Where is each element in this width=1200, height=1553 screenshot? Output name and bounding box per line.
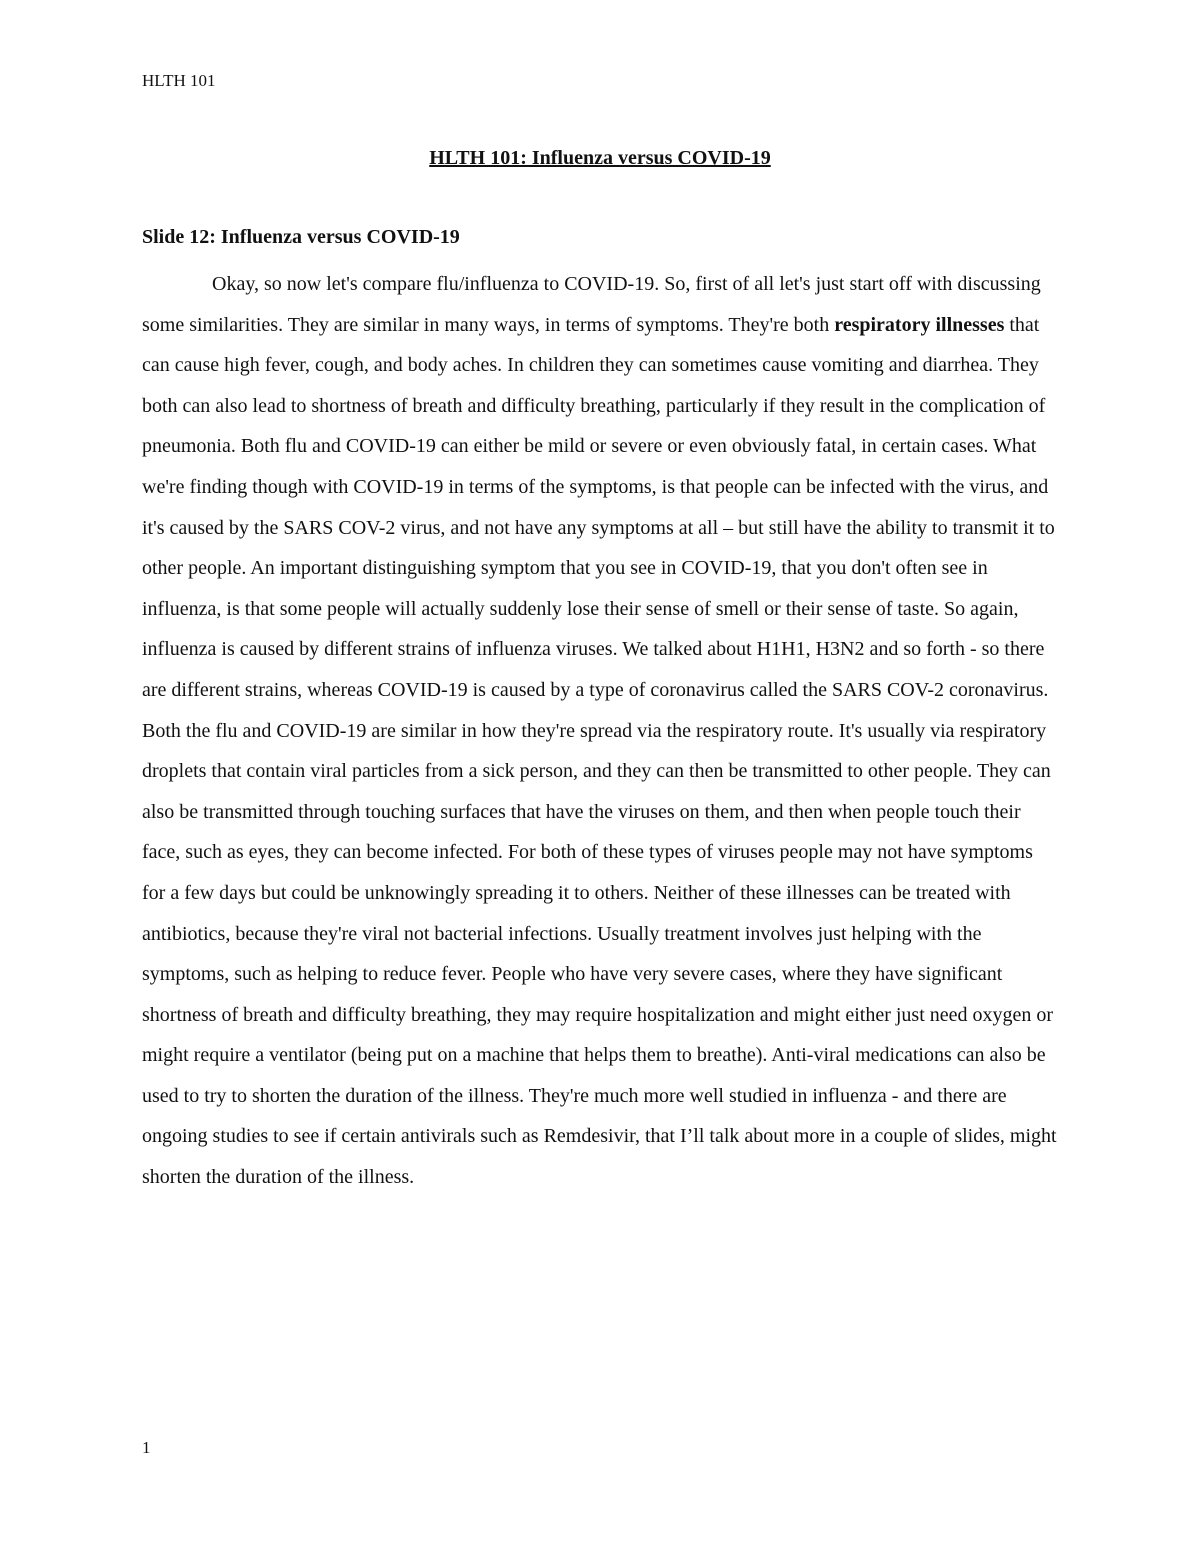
document-title: HLTH 101: Influenza versus COVID-19 bbox=[429, 147, 771, 169]
page-number: 1 bbox=[142, 1438, 151, 1457]
paragraph-text-start: Okay, so now let's compare flu/influenza to COVID-19. So, first of all let's just start off with discussing some similarities. They are similar in many ways, in terms of symptoms. They're both bbox=[142, 273, 1041, 336]
bold-term: respiratory illnesses bbox=[834, 313, 1005, 336]
running-header: HLTH 101 bbox=[142, 71, 216, 90]
paragraph-text-rest: that can cause high fever, cough, and body aches. In children they can sometimes cause vomiting and diarrhea. They both can also lead to shortness of breath and difficulty breathing, particularly if they result in the complication of pneumonia. Both flu and COVID-19 can either be mild or severe or even obviously fatal, in certain cases. What we're finding though with COVID-19 in terms of the symptoms, is that people can be infected with the virus, and it's caused by the SARS COV-2 virus, and not have any symptoms at all – but still have the ability to transmit it to other people. An important distinguishing symptom that you see in COVID-19, that you don't often see in influenza, is that some people will actually suddenly lose their sense of smell or their sense of taste. So again, influenza is caused by different strains of influenza viruses. We talked about H1H1, H3N2 and so forth - so there are different strains, whereas COVID-19 is caused by a type of coronavirus called the SARS COV-2 coronavirus. Both the flu and COVID-19 are similar in how they're spread via the respiratory route. It's usually via respiratory droplets that contain viral particles from a sick person, and they can then be transmitted to other people. They can also be transmitted through touching surfaces that have the viruses on them, and then when people touch their face, such as eyes, they can become infected. For both of these types of viruses people may not have symptoms for a few days but could be unknowingly spreading it to others. Neither of these illnesses can be treated with antibiotics, because they're viral not bacterial infections. Usually treatment involves just helping with the symptoms, such as helping to reduce fever. People who have very severe cases, where they have significant shortness of breath and difficulty breathing, they may require hospitalization and might either just need oxygen or might require a ventilator (being put on a machine that helps them to breathe). Anti-viral medications can also be used to try to shorten the duration of the illness. They're much more well studied in influenza - and there are ongoing studies to see if certain antivirals such as Remdesivir, that I’ll talk about more in a couple of slides, might shorten the duration of the illness. bbox=[142, 313, 1057, 1189]
section-heading: Slide 12: Influenza versus COVID-19 bbox=[142, 226, 460, 248]
body-paragraph bbox=[142, 264, 1057, 1198]
